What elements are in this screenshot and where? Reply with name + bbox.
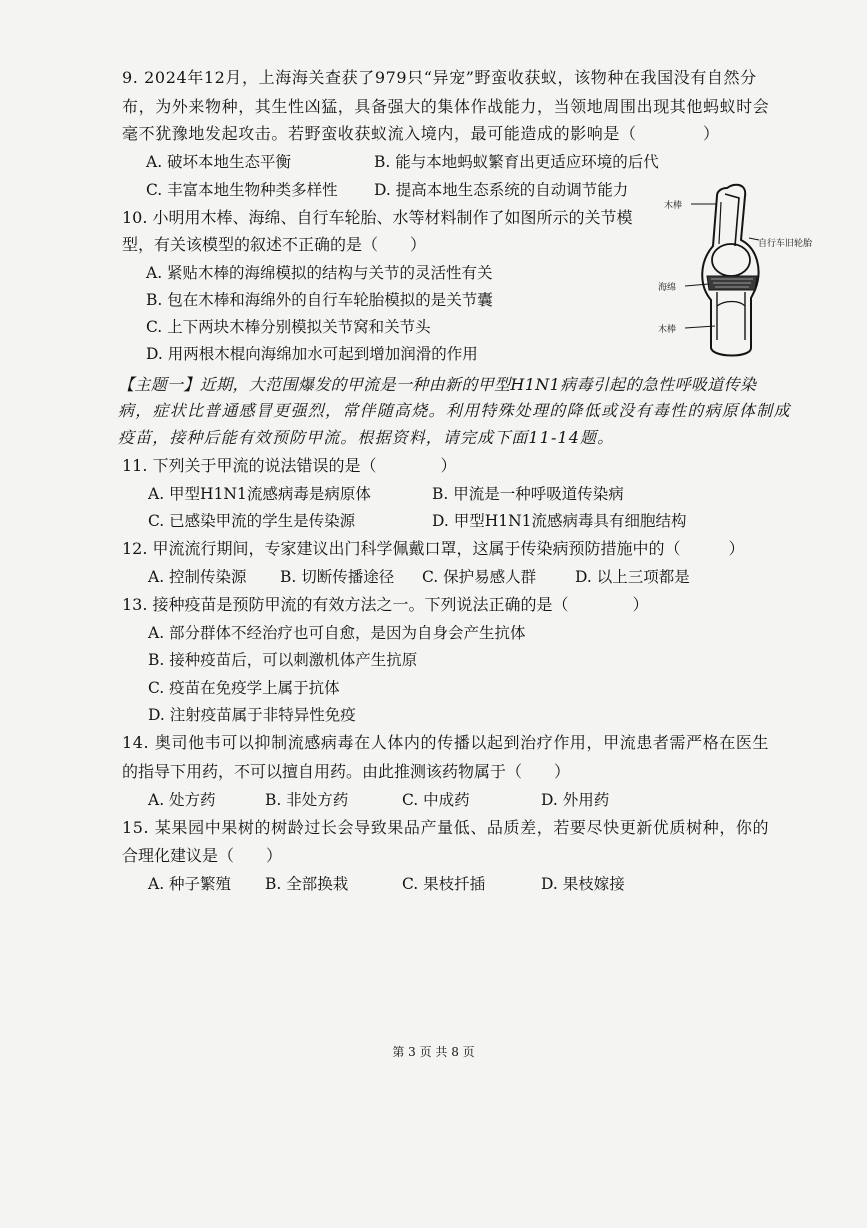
q12-option-a: A. 控制传染源 xyxy=(148,568,247,586)
q13-stem: 13. 接种疫苗是预防甲流的有效方法之一。下列说法正确的是（ ） xyxy=(122,595,649,614)
q9-stem-line2: 布，为外来物种，其生性凶猛，具备强大的集体作战能力，当领地周围出现其他蚂蚁时会 xyxy=(122,97,770,116)
q11-option-a: A. 甲型H1N1流感病毒是病原体 xyxy=(148,485,371,503)
q12-stem: 12. 甲流流行期间，专家建议出门科学佩戴口罩，这属于传染病预防措施中的（ ） xyxy=(122,539,745,558)
q14-option-b: B. 非处方药 xyxy=(265,791,349,809)
q10-option-d: D. 用两根木棍向海绵加水可起到增加润滑的作用 xyxy=(146,345,478,363)
q15-stem-line2: 合理化建议是（ ） xyxy=(122,846,283,865)
q9-option-b: B. 能与本地蚂蚁繁育出更适应环境的后代 xyxy=(374,153,659,171)
q12-option-c: C. 保护易感人群 xyxy=(422,568,537,586)
q9-stem-line1: 9. 2024年12月，上海海关查获了979只“异宠”野蛮收获蚁，该物种在我国没有自然分 xyxy=(122,68,757,87)
q10-option-c: C. 上下两块木棒分别模拟关节窝和关节头 xyxy=(146,318,431,336)
theme1-line3: 疫苗，接种后能有效预防甲流。根据资料，请完成下面11-14题。 xyxy=(118,428,615,447)
q13-option-a: A. 部分群体不经治疗也可自愈，是因为自身会产生抗体 xyxy=(148,624,526,642)
q11-option-b: B. 甲流是一种呼吸道传染病 xyxy=(432,485,624,503)
q13-option-c: C. 疫苗在免疫学上属于抗体 xyxy=(148,679,340,697)
label-bottom-stick: 木棒 xyxy=(658,325,677,335)
q14-option-d: D. 外用药 xyxy=(541,791,610,809)
q15-option-a: A. 种子繁殖 xyxy=(148,875,232,893)
q14-stem-line2: 的指导下用药，不可以擅自用药。由此推测该药物属于（ ） xyxy=(122,762,571,781)
q13-option-d: D. 注射疫苗属于非特异性免疫 xyxy=(148,706,356,724)
theme1-line2: 病，症状比普通感冒更强烈，常伴随高烧。利用特殊处理的降低或没有毒性的病原体制成 xyxy=(118,401,791,420)
q11-option-d: D. 甲型H1N1流感病毒具有细胞结构 xyxy=(432,512,687,530)
label-top-stick: 木棒 xyxy=(664,201,683,211)
q9-option-a: A. 破坏本地生态平衡 xyxy=(146,153,292,171)
label-sponge: 海绵 xyxy=(658,283,677,293)
q13-option-b: B. 接种疫苗后，可以刺激机体产生抗原 xyxy=(148,651,418,669)
joint-model-figure xyxy=(655,180,835,365)
q11-stem: 11. 下列关于甲流的说法错误的是（ ） xyxy=(122,456,457,475)
q14-option-a: A. 处方药 xyxy=(148,791,216,809)
q15-option-c: C. 果枝扦插 xyxy=(402,875,486,893)
q10-stem-line1: 10. 小明用木棒、海绵、自行车轮胎、水等材料制作了如图所示的关节模 xyxy=(122,208,633,227)
q15-stem-line1: 15. 某果园中果树的树龄过长会导致果品产量低、品质差，若要尽快更新优质树种，你的 xyxy=(122,818,770,837)
page-number: 第 3 页 共 8 页 xyxy=(392,1045,475,1059)
q10-option-a: A. 紧贴木棒的海绵模拟的结构与关节的灵活性有关 xyxy=(146,264,493,282)
q9-option-d: D. 提高本地生态系统的自动调节能力 xyxy=(374,181,629,199)
q12-option-d: D. 以上三项都是 xyxy=(575,568,690,586)
q10-option-b: B. 包在木棒和海绵外的自行车轮胎模拟的是关节囊 xyxy=(146,291,493,309)
q10-stem-line2: 型，有关该模型的叙述不正确的是（ ） xyxy=(122,235,427,254)
q9-stem-line3: 毫不犹豫地发起攻击。若野蛮收获蚁流入境内，最可能造成的影响是（ ） xyxy=(122,124,720,143)
label-tire: 自行车旧轮胎 xyxy=(758,239,813,249)
q12-option-b: B. 切断传播途径 xyxy=(280,568,395,586)
q15-option-d: D. 果枝嫁接 xyxy=(541,875,625,893)
q11-option-c: C. 已感染甲流的学生是传染源 xyxy=(148,512,356,530)
q15-option-b: B. 全部换栽 xyxy=(265,875,349,893)
q9-option-c: C. 丰富本地生物种类多样性 xyxy=(146,181,338,199)
q14-stem-line1: 14. 奥司他韦可以抑制流感病毒在人体内的传播以起到治疗作用，甲流患者需严格在医生 xyxy=(122,733,770,752)
q14-option-c: C. 中成药 xyxy=(402,791,470,809)
theme1-line1: 【主题一】近期，大范围爆发的甲流是一种由新的甲型H1N1病毒引起的急性呼吸道传染 xyxy=(118,375,757,394)
